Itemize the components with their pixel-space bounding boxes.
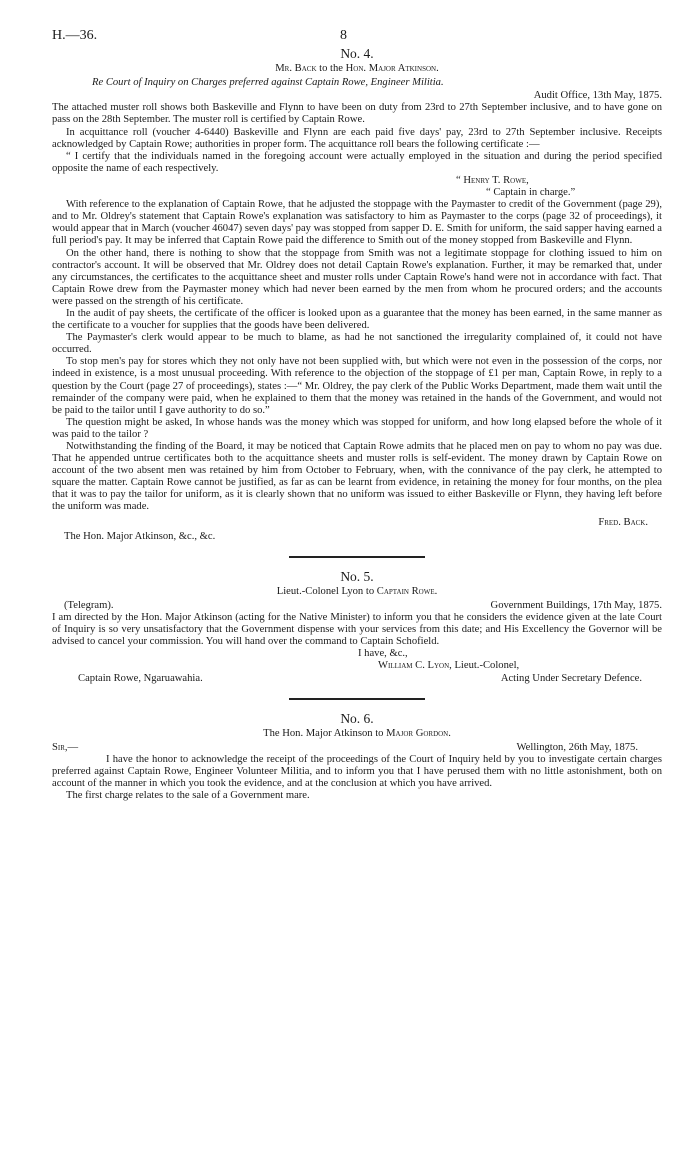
letter-connector: to (365, 585, 375, 597)
letter-dateline: Wellington, 26th May, 1875. (516, 741, 638, 753)
paragraph: To stop men's pay for stores which they not only have not been supplied with, but which were not even in the possession of the corps, nor indeed in existence, is a most unusual proceeding. With reference to the objection of the stoppage of £1 per man, Captain Rowe, in reply to a question by the Court (page 27 of proceedings), states :—“ Mr. Oldrey, the pay clerk of the Public Works Department, made them wait until the remainder of the company were paid, when he explained to them that the money was retained in the hands of the Government, and would not be paid to the tailor until I gave authority to do so.” (52, 356, 662, 416)
letter-from-prefix (277, 586, 364, 597)
paragraph: The question might be asked, In whose hands was the money which was stopped for uniform, and how long elapsed before the whole of it was paid to the tailor ? (52, 416, 662, 440)
signature-title: Acting Under Secretary Defence. (500, 672, 642, 684)
message-type: (Telegram). (64, 599, 114, 611)
letter-from: Lieut.-Colonel Lyon (276, 585, 364, 597)
letter-to: Captain Rowe. (376, 585, 438, 597)
section-no6 (52, 710, 662, 803)
letter-connector: to (375, 727, 384, 739)
page-header (52, 22, 662, 48)
section-title: No. 4. (340, 46, 374, 61)
letter-closing: I have, &c., (358, 648, 408, 660)
paragraph: The Paymaster's clerk would appear to be much to blame, as had he not sanctioned the irregularity complained of, it could not have occurred. (52, 332, 662, 356)
section-divider (289, 556, 425, 558)
paragraph: On the other hand, there is nothing to show that the stoppage from Smith was not a legitimate stoppage for clothing issued to him on contractor's account. It will be observed that Mr. Oldrey does not detail Captain Rowe's explanation. Further, it may be remarked that, under any circumstances, the certificates to the acquittance sheet and muster rolls under Captain Rowe's hand were not in accordance with fact. That Captain Rowe drew from the Paymaster money which had never been earned by the men from whom he procured orders; and the accounts were passed on the strength of his certificate. (52, 247, 662, 307)
page-number: 8 (340, 28, 347, 43)
document-reference: H.—36. (52, 28, 98, 43)
section-title: No. 6. (340, 710, 374, 726)
quoted-signature-title: “ Captain in charge.” (486, 187, 576, 199)
letter-dateline: Government Buildings, 17th May, 1875. (490, 599, 662, 611)
addressee-line (52, 673, 662, 685)
signature-block (52, 660, 662, 672)
quoted-signature: “ Henry T. Rowe, (456, 174, 529, 186)
paragraph: With reference to the explanation of Captain Rowe, that he adjusted the stoppage with the Paymaster to credit of the Government (page 29), and to Mr. Oldrey's statement that Captain Rowe's explanation was satisfactory to him as Paymaster to the corps (page 32 of proceedings), it would appear that in March (voucher 46047) seven days' pay was stopped from sapper D. E. Smith for uniform, the said sapper having earned a full period's pay. It may be inferred that Captain Rowe paid the difference to Smith out of the money stopped from Baskeville and Flynn. (52, 199, 662, 247)
salutation: Sir,— (52, 741, 79, 753)
paragraph: I am directed by the Hon. Major Atkinson (acting for the Native Minister) to inform you that he considers the evidence given at the late Court of Inquiry is so very unsatisfactory that the Government dispense with your services from this date; and His Excellency the Governor will be advised to cancel your commission. You will hand over the command to Captain Schofield. (52, 612, 662, 648)
letter-subject: Re Court of Inquiry on Charges preferred against Captain Rowe, Engineer Militia. (92, 77, 444, 89)
letter-to: Hon. Major Atkinson. (345, 63, 439, 75)
signature-name: William C. Lyon, (378, 660, 452, 672)
letter-heading (52, 728, 662, 740)
paragraph: The attached muster roll shows both Baskeville and Flynn to have been on duty from 23rd to 27th September inclusive, and to have gone on pass on the 28th September. The muster roll is certified by Captain Rowe. (52, 102, 662, 126)
letter-from: The Hon. Major Atkinson (263, 727, 373, 739)
letter-addressee: Captain Rowe, Ngaruawahia. (78, 672, 203, 684)
section-no4 (52, 48, 662, 543)
letter-connector: to the (319, 63, 343, 75)
letter-dateline: Audit Office, 13th May, 1875. (533, 90, 662, 102)
paragraph: The first charge relates to the sale of a Government mare. (66, 790, 310, 802)
paragraph: “ I certify that the individuals named in the foregoing account were actually employed in the situation and during the period specified opposite the name of each respectively. (52, 150, 662, 174)
letter-signature: Fred. Back. (598, 516, 648, 528)
letter-heading (52, 586, 662, 598)
letter-from: Mr. Back (275, 63, 317, 75)
paragraph: Notwithstanding the finding of the Board, it may be noticed that Captain Rowe admits that he placed men on pay to whom no pay was due. That he appended untrue certificates both to the acquittance sheets and muster rolls is self-evident. The money drawn by Captain Rowe on account of the two absent men was retained by him from October to February, when, with the connivance of the pay clerk, he attempted to square the matter. Captain Rowe cannot be justified, as far as can be learnt from evidence, in retaining the money for four months, on the plea that it was to pay the tailor for uniform, as it is clearly shown that no uniform was issued to either Baskeville or Flynn, they having left before the uniform was made. (52, 441, 662, 513)
letter-to: Major Gordon. (386, 727, 451, 739)
paragraph: I have the honor to acknowledge the receipt of the proceedings of the Court of Inquiry held by you to investigate certain charges preferred against Captain Rowe, Engineer Volunteer Militia, and to inform you that I have perused them with no little astonishment, both on account of the manner in which you took the evidence, and at the conclusion at which you have arrived. (52, 753, 662, 790)
letter-heading (52, 63, 662, 75)
salutation-row (52, 742, 662, 754)
paragraph: In acquittance roll (voucher 4-6440) Baskeville and Flynn are each paid five days' pay, 23rd to 27th September inclusive. Receipts acknowledged by Captain Rowe; authorities in proper form. The acquittance roll bears the following certificate :— (52, 126, 662, 150)
section-no5 (52, 568, 662, 685)
paragraph: In the audit of pay sheets, the certificate of the officer is looked upon as a guarantee that the money has been earned, in the same manner as the certificate to a voucher for supplies that the goods have been delivered. (52, 307, 662, 332)
telegram-line (52, 600, 662, 612)
section-divider (289, 698, 425, 700)
letter-addressee: The Hon. Major Atkinson, &c., &c. (64, 530, 216, 542)
section-title: No. 5. (340, 568, 374, 584)
signature-rank: Lieut.-Colonel, (454, 660, 520, 672)
